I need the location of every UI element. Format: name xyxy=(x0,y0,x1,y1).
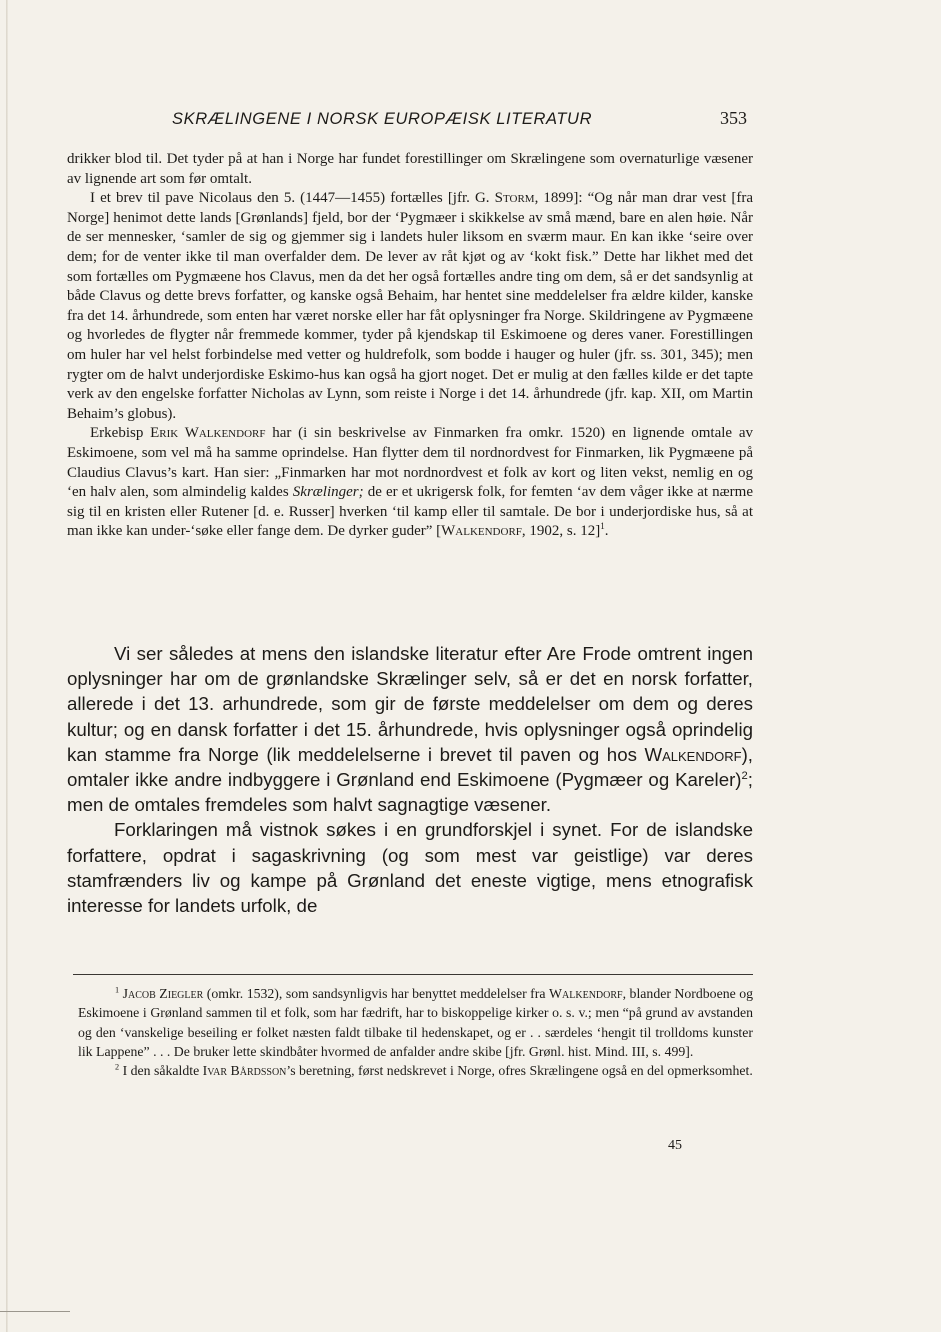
page-header xyxy=(172,108,747,134)
page-edge xyxy=(6,0,8,1332)
paragraph: Vi ser således at mens den islandske literatur efter Are Frode omtrent ingen oplysninger har om de grønlandske Skrælinger selv, så er det en norsk forfatter, allerede i det 13. arhundrede, som gir de første meddelelser om dem og deres kultur; og en dansk forfatter i det 15. århundrede, hvis oplysninger også oprindelig kan stamme fra Norge (lik meddelelserne i brevet til paven og hos Walkendorf), omtaler ikke andre indbyggere i Grønland end Eskimoene (Pygmæer og Kareler)$^2$; men de omtales fremdeles som halvt sagnagtige væsener. xyxy=(67,643,753,816)
footnote-mark: 1 xyxy=(115,985,120,995)
author-name: Storm xyxy=(494,190,535,207)
body-small-text xyxy=(67,150,753,542)
page-number: 353 xyxy=(720,108,747,128)
author-name: Ivar Bårdsson xyxy=(202,1063,287,1079)
footnote-ref: 2 xyxy=(741,769,748,782)
author-name: Jacob Ziegler xyxy=(122,986,204,1001)
footnote: $^1$ Jacob Ziegler (omkr. 1532), som sandsynligvis har benyttet meddelelser fra Walkendorf, blander Nordboene og Eskimoene i Grønland sammen til et folk, som har fædrift, har to biskoppelige kirker o. s. v.; men “på grund av avstanden og den ‘vanskelige beseiling er folket næsten faldt tilbake til hedenskapet, og er . . særdeles ‘hengit til trolldoms kunster lik Lappene” . . . De bruker lette skindbåter hvormed de anfalder andre skibe [jfr. Grønl. hist. Mind. III, s. 499]. xyxy=(78,985,754,1059)
author-name: Erik Walkendorf xyxy=(150,425,266,442)
paragraph: drikker blod til. Det tyder på at han i Norge har fundet forestillinger om Skrælingene som overnaturlige væsener av lignende art som før omtalt. xyxy=(67,151,753,187)
paragraph: Forklaringen må vistnok søkes i en grundforskjel i synet. For de islandske forfattere, opdrat i sagaskrivning (og som mest var geistlige) var deres stamfrænders liv og kampe på Grønland det eneste vigtige, mens etnografisk interesse for landets urfolk, de xyxy=(67,819,753,917)
author-name: Walkendorf xyxy=(549,986,623,1001)
paragraph: I et brev til pave Nicolaus den 5. (1447—1455) fortælles [jfr. G. Storm, 1899]: “Og når man drar vest [fra Norge] henimot dette lands [Grønlands] fjeld, bor der ‘Pygmæer i skikkelse av små mænd, bare en alen høie. Når de ser mennesker, ‘samler de sig og gjemmer sig i landets huler liksom en sværm maur. En kan ikke ‘seire over dem; for de venter ikke til man overfalder dem. De lever av råt kjøt og av ‘kokt fisk.” Dette har likhet med det som fortælles om Pygmæene hos Clavus, men da det her også fortælles andre ting om dem, så er det sandsynlig at både Clavus og dette brevs forfatter, og kanske også Behaim, har hentet sine meddelelser fra ældre kilder, kanske fra det 14. århundrede, som enten har været norske eller har fåt oplysninger fra Norge. Skildringene av Pygmæene og hvorledes de flygter når fremmede kommer, tyder på kjendskap til Eskimoene og deres vaner. Forestillingen om huler har vel helst forbindelse med vetter og huldrefolk, som bodde i hauger og huler (jfr. ss. 301, 345); men rygter om de halvt underjordiske Eskimo-hus kan også ha gjort noget. Det er mulig at den fælles kilde er det tapte verk av den engelske forfatter Nicholas av Lynn, som reiste i Norge i det 14. århundrede (jfr. kap. XII, om Martin Behaim’s globus). xyxy=(67,190,753,422)
author-name: Walkendorf xyxy=(441,523,522,540)
footnotes xyxy=(78,984,753,1080)
corner-mark xyxy=(0,1311,70,1312)
footnote-mark: 2 xyxy=(115,1062,120,1072)
footnote-divider xyxy=(73,974,753,975)
running-title: SKRÆLINGENE I NORSK EUROPÆISK LITERATUR xyxy=(172,110,593,128)
signature-mark: 45 xyxy=(668,1138,682,1153)
paragraph: Erkebisp Erik Walkendorf har (i sin beskrivelse av Finmarken fra omkr. 1520) en lignende omtale av Eskimoene, som vel må ha samme oprindelse. Han flytter dem til nordnordvest for Finmarken, lik Pygmæene på Claudius Clavus’s kart. Han sier: „Finmarken har mot nordnordvest et folk av kort og liten vekst, nemlig en og ‘en halv alen, som almindelig kaldes Skrælinger; de er et ukrigersk folk, for femten ‘av dem våger ikke at nærme sig til en kristen eller Rutener [d. e. Russer] hverken ‘til kamp eller til samtale. De bor i underjordiske hus, så at man ikke kan under-‘søke eller fange dem. De dyrker guder” [Walkendorf, 1902, s. 12]$^1$. xyxy=(67,425,753,540)
author-name: Walkendorf xyxy=(644,743,742,765)
footnote-ref: 1 xyxy=(600,521,605,532)
emphasis: Skrælinger; xyxy=(292,484,364,501)
footnote: $^2$ I den såkaldte Ivar Bårdsson’s beretning, først nedskrevet i Norge, ofres Skrælingene også en del opmerksomhet. xyxy=(115,1062,753,1079)
body-large-text xyxy=(67,641,753,918)
